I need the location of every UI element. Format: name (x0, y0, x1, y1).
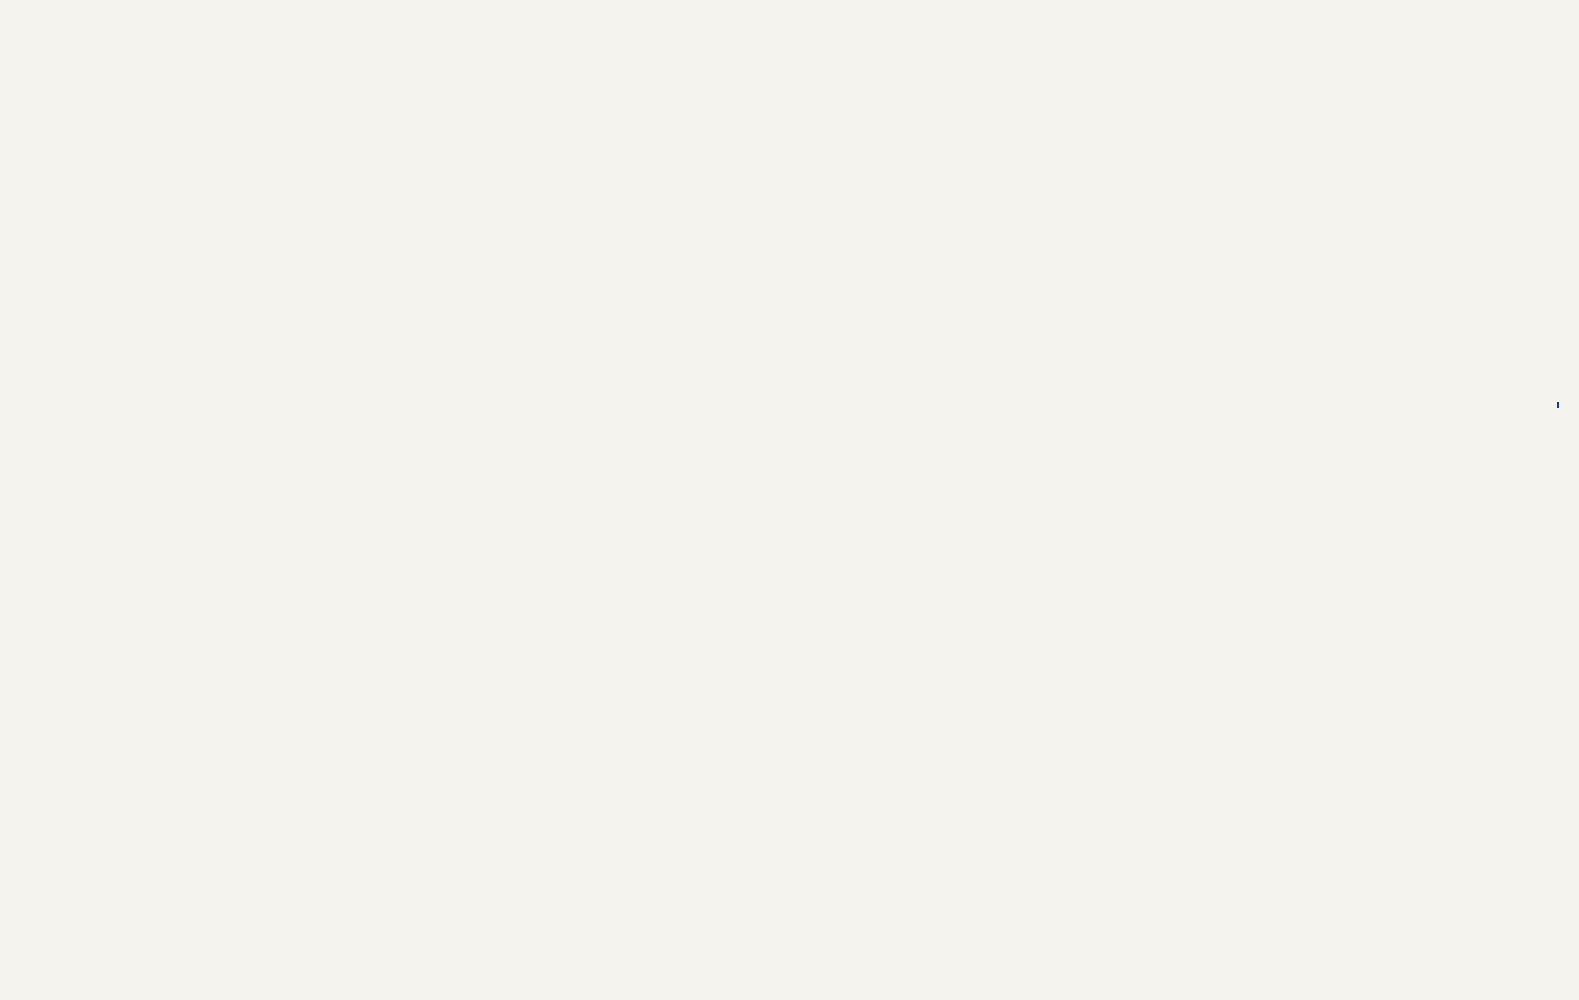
dfg-logo (1557, 402, 1559, 408)
page-header (80, 90, 140, 970)
rotated-document-page (80, 90, 1480, 970)
dfg-credit-strip (1540, 0, 1570, 1000)
digitization-credit (1548, 0, 1570, 412)
